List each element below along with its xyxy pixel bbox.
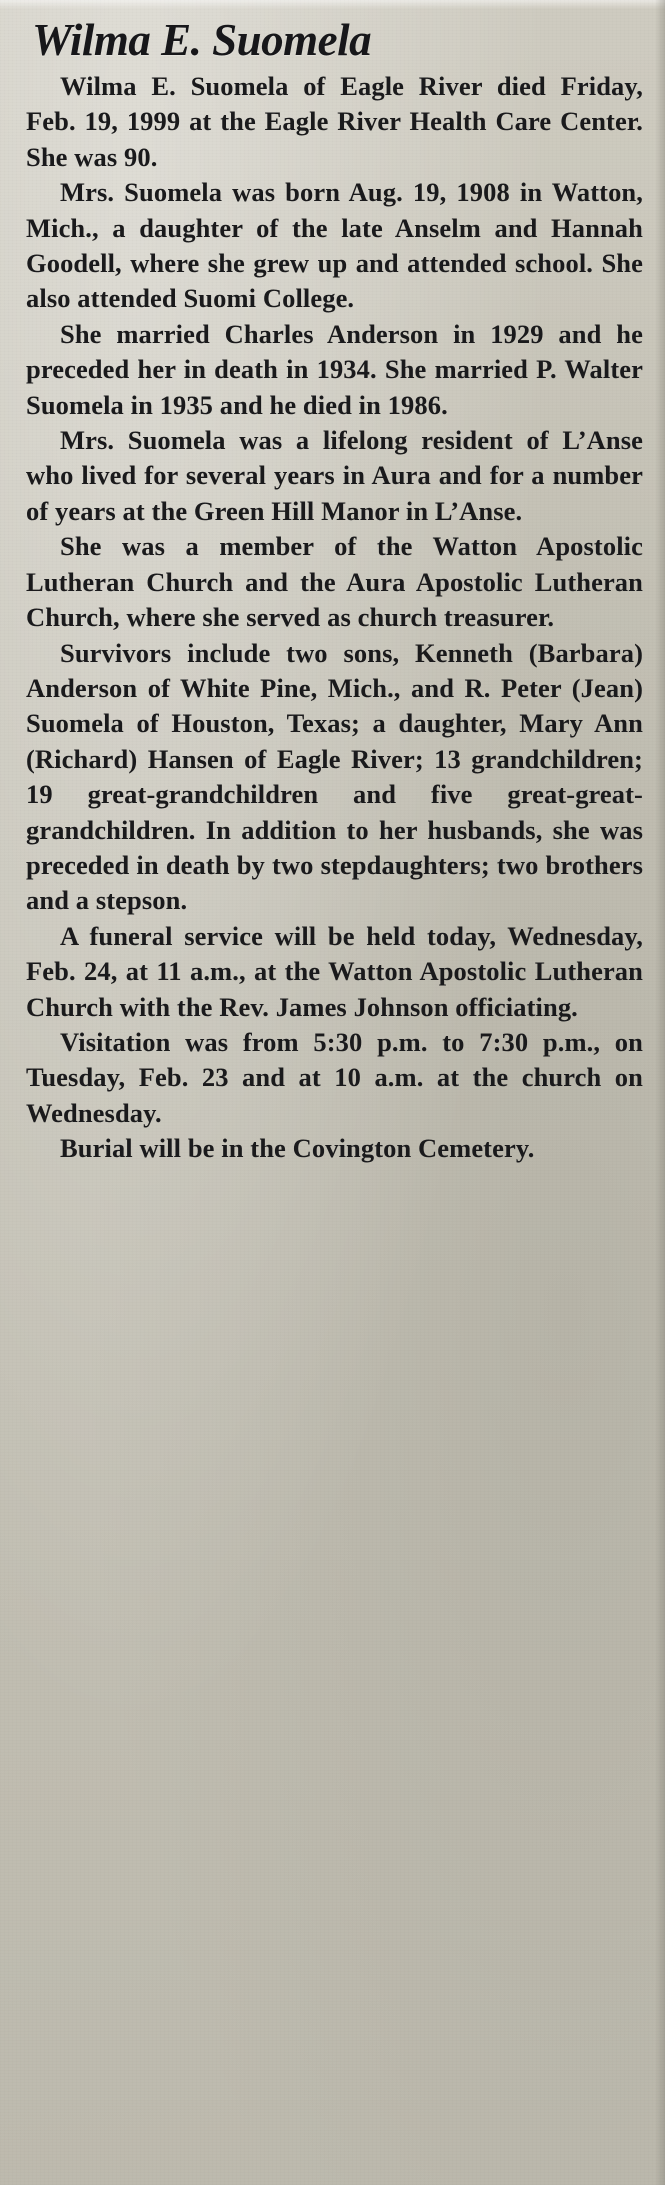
obituary-headline: Wilma E. Suomela [32,15,372,65]
paper-right-edge [655,0,665,2185]
paper-top-edge [0,0,665,9]
obituary-paragraph: Wilma E. Suomela of Eagle River died Friday, Feb. 19, 1999 at the Eagle River Health Care Center. She was 90. [26,71,643,172]
obituary-paragraph: Visitation was from 5:30 p.m. to 7:30 p.m., on Tuesday, Feb. 23 and at 10 a.m. at the church on Wednesday. [26,1026,643,1128]
obituary-paragraph: A funeral service will be held today, Wednesday, Feb. 24, at 11 a.m., at the Watton Apostolic Lutheran Church with the Rev. James Johnson officiating. [26,920,643,1022]
obituary-paragraph: Burial will be in the Covington Cemetery. [60,1133,535,1164]
obituary-paragraph: Survivors include two sons, Kenneth (Barbara) Anderson of White Pine, Mich., and R. Peter (Jean) Suomela of Houston, Texas; a daughter, Mary Ann (Richard) Hansen of Eagle River; 13 grandchildren; 19 great-grandchildren and five great-great-grandchildren. In addition to her husbands, she was preceded in death by two stepdaughters; two brothers and a stepson. [26,637,643,916]
obituary-paragraph: She married Charles Anderson in 1929 and he preceded her in death in 1934. She married P. Walter Suomela in 1935 and he died in 1986. [26,318,643,420]
obituary-paragraph: Mrs. Suomela was a lifelong resident of L’Anse who lived for several years in Aura and for a number of years at the Green Hill Manor in L’Anse. [26,425,643,526]
obituary-paragraph: Mrs. Suomela was born Aug. 19, 1908 in Watton, Mich., a daughter of the late Anselm and Hannah Goodell, where she grew up and attended school. She also attended Suomi College. [26,177,643,314]
obituary-body [26,69,643,1167]
obituary-paragraph: She was a member of the Watton Apostolic Lutheran Church and the Aura Apostolic Lutheran Church, where she served as church treasurer. [26,531,643,633]
